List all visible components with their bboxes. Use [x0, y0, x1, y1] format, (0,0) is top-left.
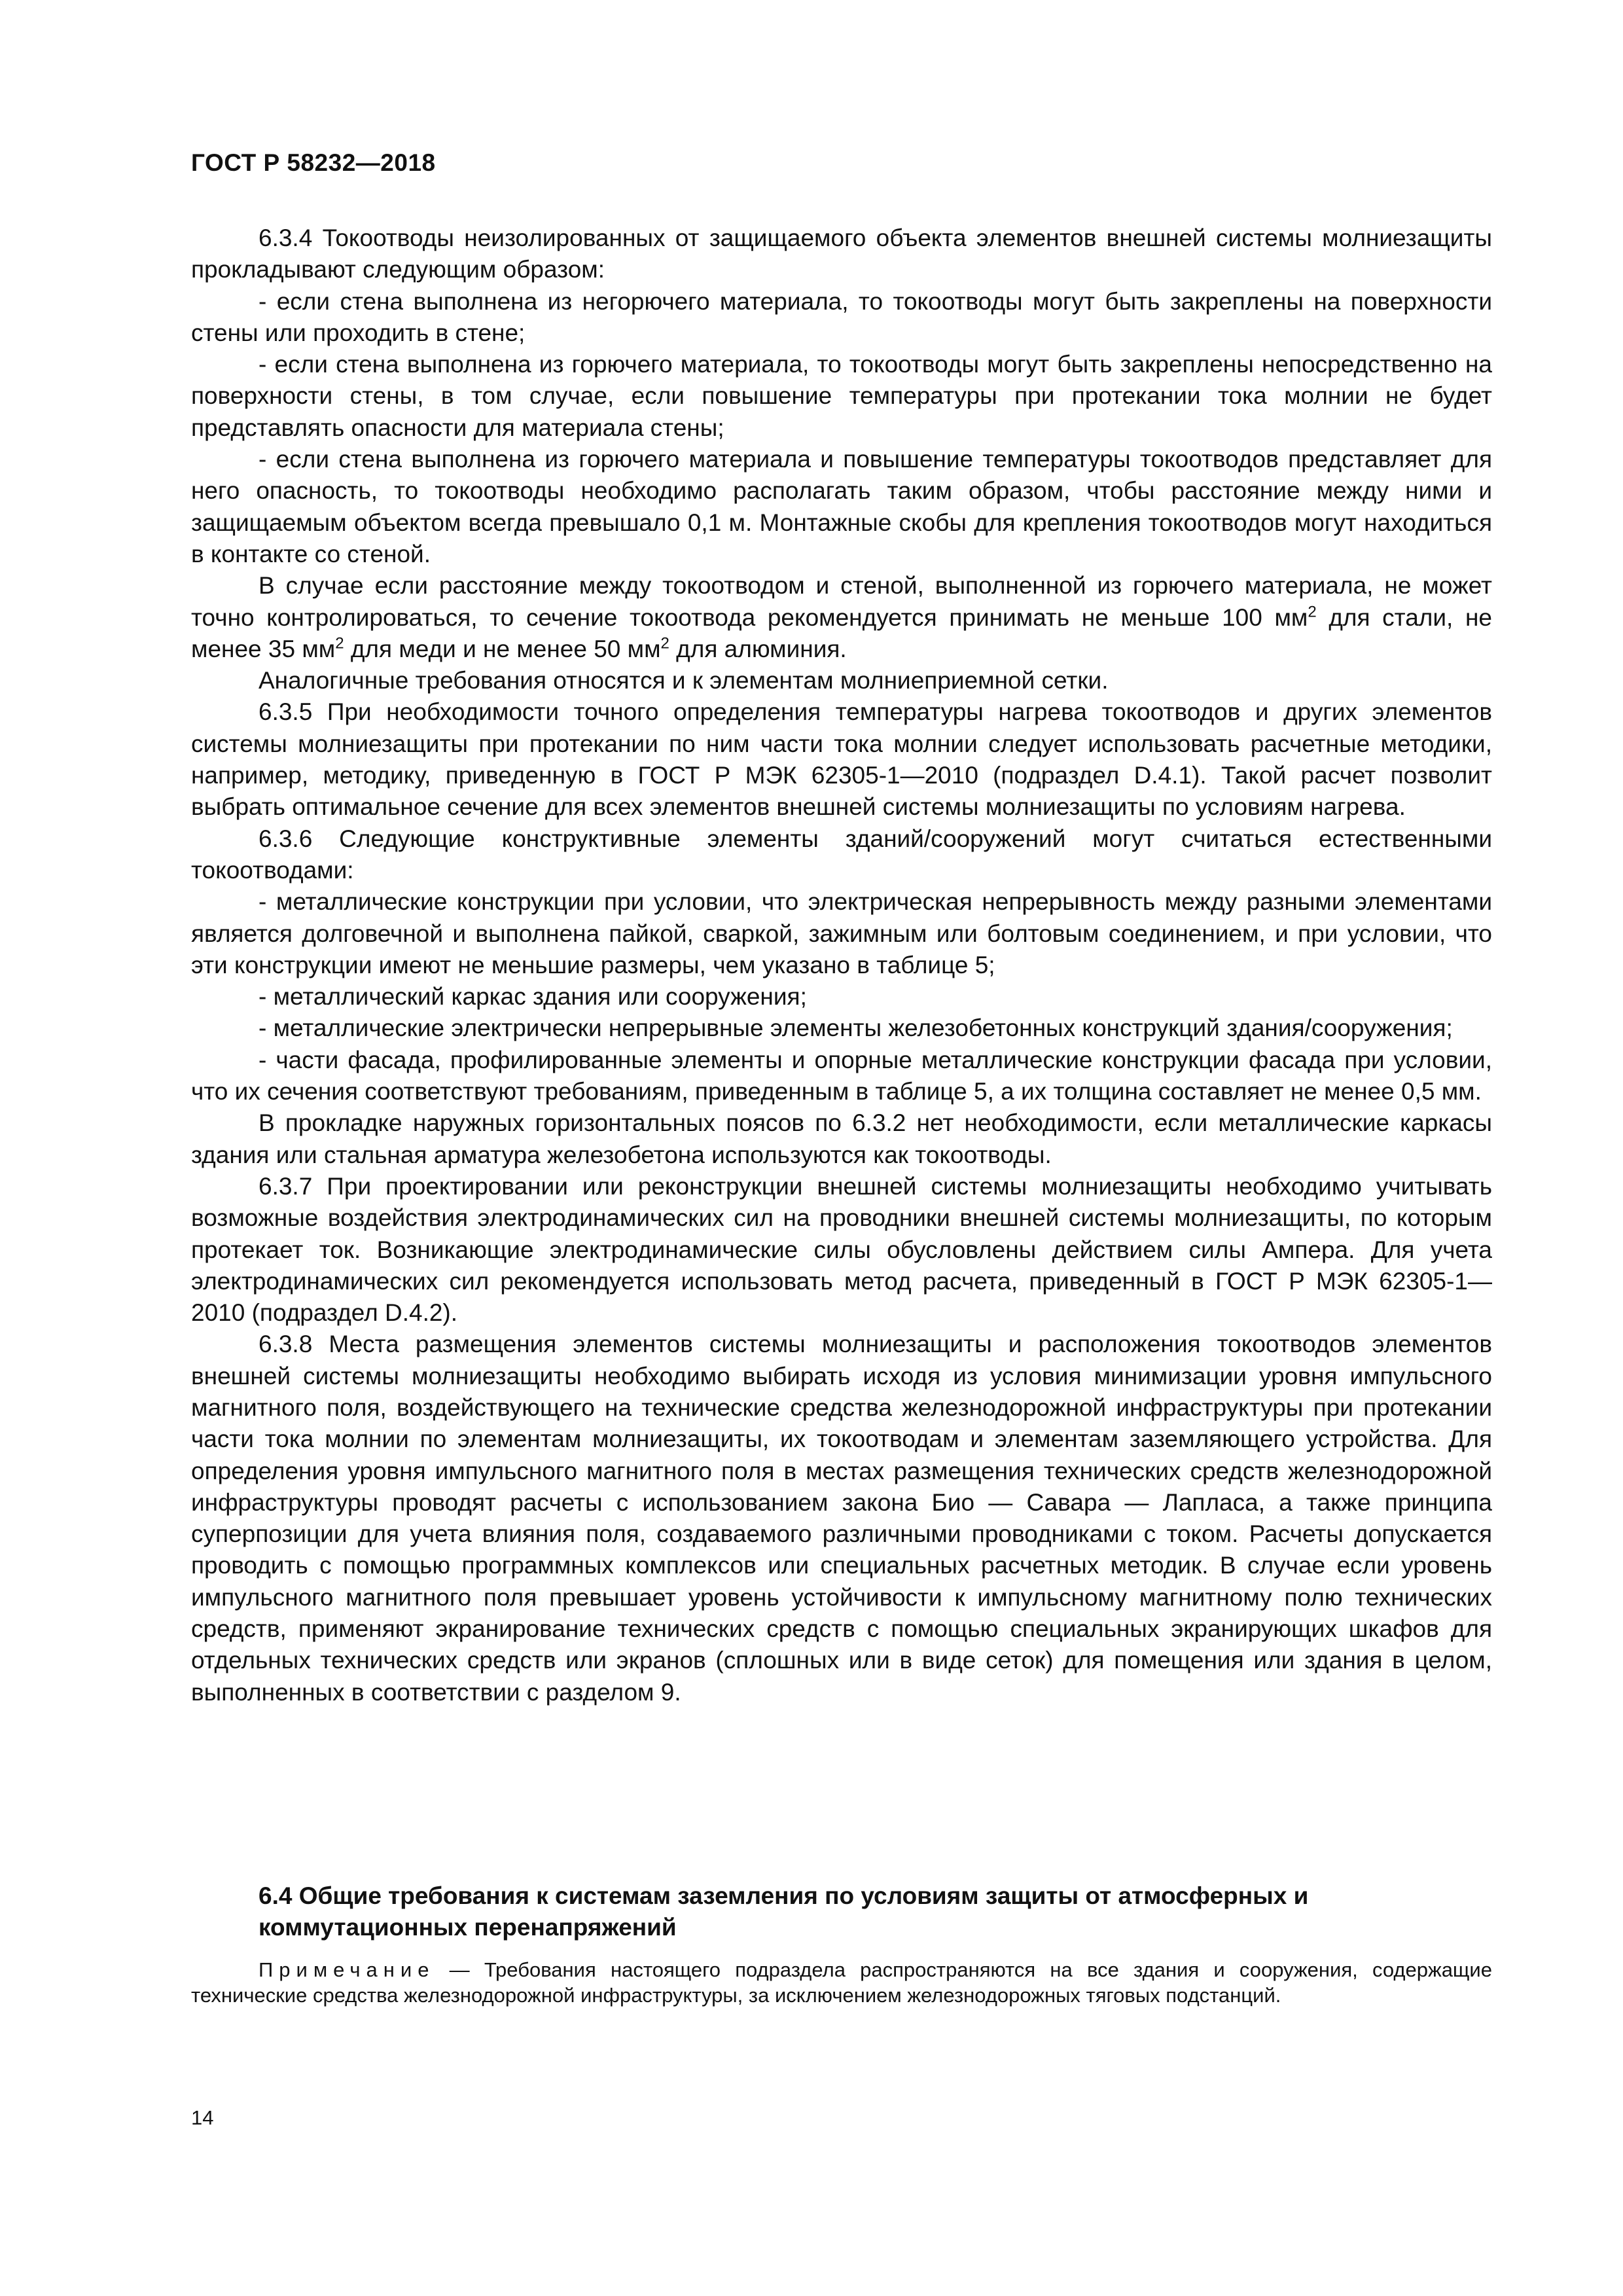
- document-body: [191, 223, 1492, 1708]
- paragraph-6-3-5: 6.3.5 При необходимости точного определения температуры нагрева токоотводов и других элементов системы молниезащиты при протекании по ним части тока молнии следует использовать расчетные методики, например, методику, приведенную в ГОСТ Р МЭК 62305-1—2010 (подраздел D.4.1). Такой расчет позволит выбрать оптимальное сечение для всех элементов внешней системы молниезащиты по условиям нагрева.: [191, 698, 1492, 821]
- note-text: — Требования настоящего подраздела распространяются на все здания и сооружения, содержащие технические средства железнодорожной инфраструктуры, за исключением железнодорожных тяговых подстанций.: [191, 1958, 1492, 2007]
- text-span: В случае если расстояние между токоотводом и стеной, выполненной из горючего материала, не может точно контролироваться, то сечение токоотвода рекомендуется принимать не меньше 100 мм: [191, 572, 1492, 631]
- note-label: Примечание: [259, 1958, 435, 1981]
- paragraph-6-3-6: 6.3.6 Следующие конструктивные элементы зданий/сооружений могут считаться естественными токоотводами:: [191, 825, 1492, 884]
- list-item: - металлические электрически непрерывные элементы железобетонных конструкций здания/сооружения;: [259, 1014, 1453, 1042]
- list-item: - металлические конструкции при условии, что электрическая непрерывность между разными элементами является долговечной и выполнена пайкой, сваркой, зажимным или болтовым соединением, и при условии, что эти конструкции имеют не меньшие размеры, чем указано в таблице 5;: [191, 888, 1492, 978]
- list-item: - если стена выполнена из горючего материала, то токоотводы могут быть закреплены непосредственно на поверхности стены, в том случае, если повышение температуры при протекании тока молнии не будет представлять опасности для материала стены;: [191, 351, 1492, 441]
- note-paragraph: [191, 1957, 1492, 2008]
- superscript: 2: [660, 634, 669, 653]
- paragraph: Аналогичные требования относятся и к элементам молниеприемной сетки.: [259, 667, 1109, 694]
- text-span: для меди и не менее 50 мм: [344, 635, 661, 662]
- section-heading-6-4: 6.4 Общие требования к системам заземления по условиям защиты от атмосферных и коммутационных перенапряжений: [259, 1882, 1309, 1941]
- paragraph-6-3-4: 6.3.4 Токоотводы неизолированных от защищаемого объекта элементов внешней системы молниезащиты прокладывают следующим образом:: [191, 224, 1492, 283]
- list-item: - если стена выполнена из негорючего материала, то токоотводы могут быть закреплены на поверхности стены или проходить в стене;: [191, 287, 1492, 346]
- superscript: 2: [1308, 603, 1317, 621]
- paragraph: В прокладке наружных горизонтальных поясов по 6.3.2 нет необходимости, если металлические каркасы здания или стальная арматура железобетона используются как токоотводы.: [191, 1109, 1492, 1168]
- list-item: - части фасада, профилированные элементы и опорные металлические конструкции фасада при условии, что их сечения соответствуют требованиям, приведенным в таблице 5, а их толщина составляет не менее 0,5 мм.: [191, 1046, 1492, 1105]
- page-number: 14: [191, 2106, 214, 2129]
- paragraph-6-3-7: 6.3.7 При проектировании или реконструкции внешней системы молниезащиты необходимо учитывать возможные воздействия электродинамических сил на проводники внешней системы молниезащиты, по которым протекает ток. Возникающие электродинамические силы обусловлены действием силы Ампера. Для учета электродинамических сил рекомендуется использовать метод расчета, приведенный в ГОСТ Р МЭК 62305-1—2010 (подраздел D.4.2).: [191, 1172, 1492, 1327]
- paragraph-6-3-8: 6.3.8 Места размещения элементов системы молниезащиты и расположения токоотводов элементов внешней системы молниезащиты необходимо выбирать исходя из условия минимизации уровня импульсного магнитного поля, воздействующего на технические средства железнодорожной инфраструктуры при протекании части тока молнии по элементам молниезащиты, их токоотводам и элементам заземляющего устройства. Для определения уровня импульсного магнитного поля в местах размещения технических средств железнодорожной инфраструктуры проводят расчеты с использованием закона Био — Савара — Лапласа, а также принципа суперпозиции для учета влияния поля, создаваемого различными проводниками с током. Расчеты допускается проводить с помощью программных комплексов или специальных расчетных методик. В случае если уровень импульсного магнитного поля превышает уровень устойчивости к импульсному магнитному полю технических средств, применяют экранирование технических средств с помощью специальных экранирующих шкафов для отдельных технических средств или экранов (сплошных или в виде сеток) для помещения или здания в целом, выполненных в соответствии с разделом 9.: [191, 1331, 1492, 1706]
- paragraph-cross-section: [191, 570, 1492, 665]
- superscript: 2: [335, 634, 344, 653]
- text-span: для алюминия.: [669, 635, 847, 662]
- text-span: для стали, не менее 35 мм: [191, 603, 1492, 662]
- list-item: - если стена выполнена из горючего материала и повышение температуры токоотводов представляет для него опасность, то токоотводы необходимо располагать таким образом, чтобы расстояние между ними и защищаемым объектом всегда превышало 0,1 м. Монтажные скобы для крепления токоотводов могут находиться в контакте со стеной.: [191, 446, 1492, 567]
- list-item: - металлический каркас здания или сооружения;: [259, 983, 807, 1011]
- note-block: [191, 1957, 1492, 2008]
- document-header: ГОСТ Р 58232—2018: [191, 149, 436, 176]
